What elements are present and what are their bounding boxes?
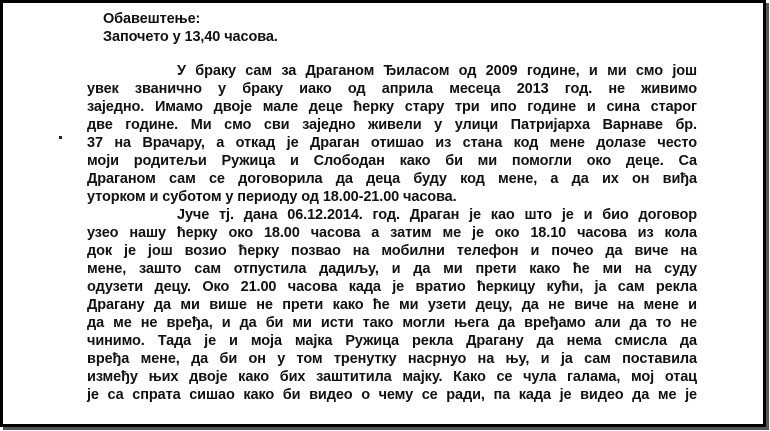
paragraph-2-line: док је још возио ћерку позвао на мобилни телефон и почео да виче на: [87, 243, 697, 259]
paragraph-2-line: узео нашу ћерку око 18.00 часова а затим ме је око 18.10 часова из кола: [87, 225, 697, 241]
paragraph-2-line: вређа мене, да би он у том тренутку насрнуо на њу, и ја сам поставила: [87, 351, 697, 367]
paragraph-1-line: Драганом сам се договорила да деца буду код мене, а да их он виђа: [87, 171, 697, 187]
start-time-line: Започето у 13,40 часова.: [103, 29, 278, 45]
paragraph-1-line: уторком и суботом у периоду од 18.00-21.00 часова.: [87, 189, 457, 205]
paragraph-1-line: заједно. Имамо двоје мале деце ћерку стару три ипо године и сина старог: [87, 99, 697, 115]
paragraph-2-line: чинимо. Тада је и моја мајка Ружица рекла Драгану да нема смисла да: [87, 333, 697, 349]
scanned-document: [3, 3, 763, 424]
paragraph-1-line: увек званично у браку иако од априла месеца 2013 год. не живимо: [87, 81, 697, 97]
paragraph-2-line: да ме не вређа, и да би ми исти тако могли њега да вређамо али да то не: [87, 315, 697, 331]
paragraph-2-line: је са спрата сишао како би видео о чему се ради, па када је видео да ме је: [87, 387, 697, 403]
paragraph-2-line: мене, зашто сам отпустила дадиљу, и да ми прети како ће ми на суду: [87, 261, 697, 277]
notice-title: Обавештење:: [103, 11, 201, 27]
paragraph-1-line: две године. Ми смо сви заједно живели у улици Патријарха Варнаве бр.: [87, 117, 697, 133]
paragraph-1-line: моји родитељи Ружица и Слободан како би ми помогли око деце. Са: [87, 153, 697, 169]
paragraph-1-line: 37 на Врачару, а откад је Драган отишао из стана код мене долазе често: [87, 135, 697, 151]
paragraph-2-line: одузети децу. Око 21.00 часова када је вратио ћеркицу кући, ја сам рекла: [87, 279, 697, 295]
paragraph-1-line: У браку сам за Драганом Ђиласом од 2009 године, и ми смо још: [177, 63, 697, 79]
paragraph-2-line: Драгану да ми више не прети како ће ми узети децу, да не виче на мене и: [87, 297, 697, 313]
margin-dot: [59, 136, 62, 139]
paragraph-2-line: Јуче тј. дана 06.12.2014. год. Драган је као што је и био договор: [177, 207, 697, 223]
paragraph-2-line: између њих двоје како бих заштитила мајку. Како се чула галама, мој отац: [87, 369, 697, 385]
